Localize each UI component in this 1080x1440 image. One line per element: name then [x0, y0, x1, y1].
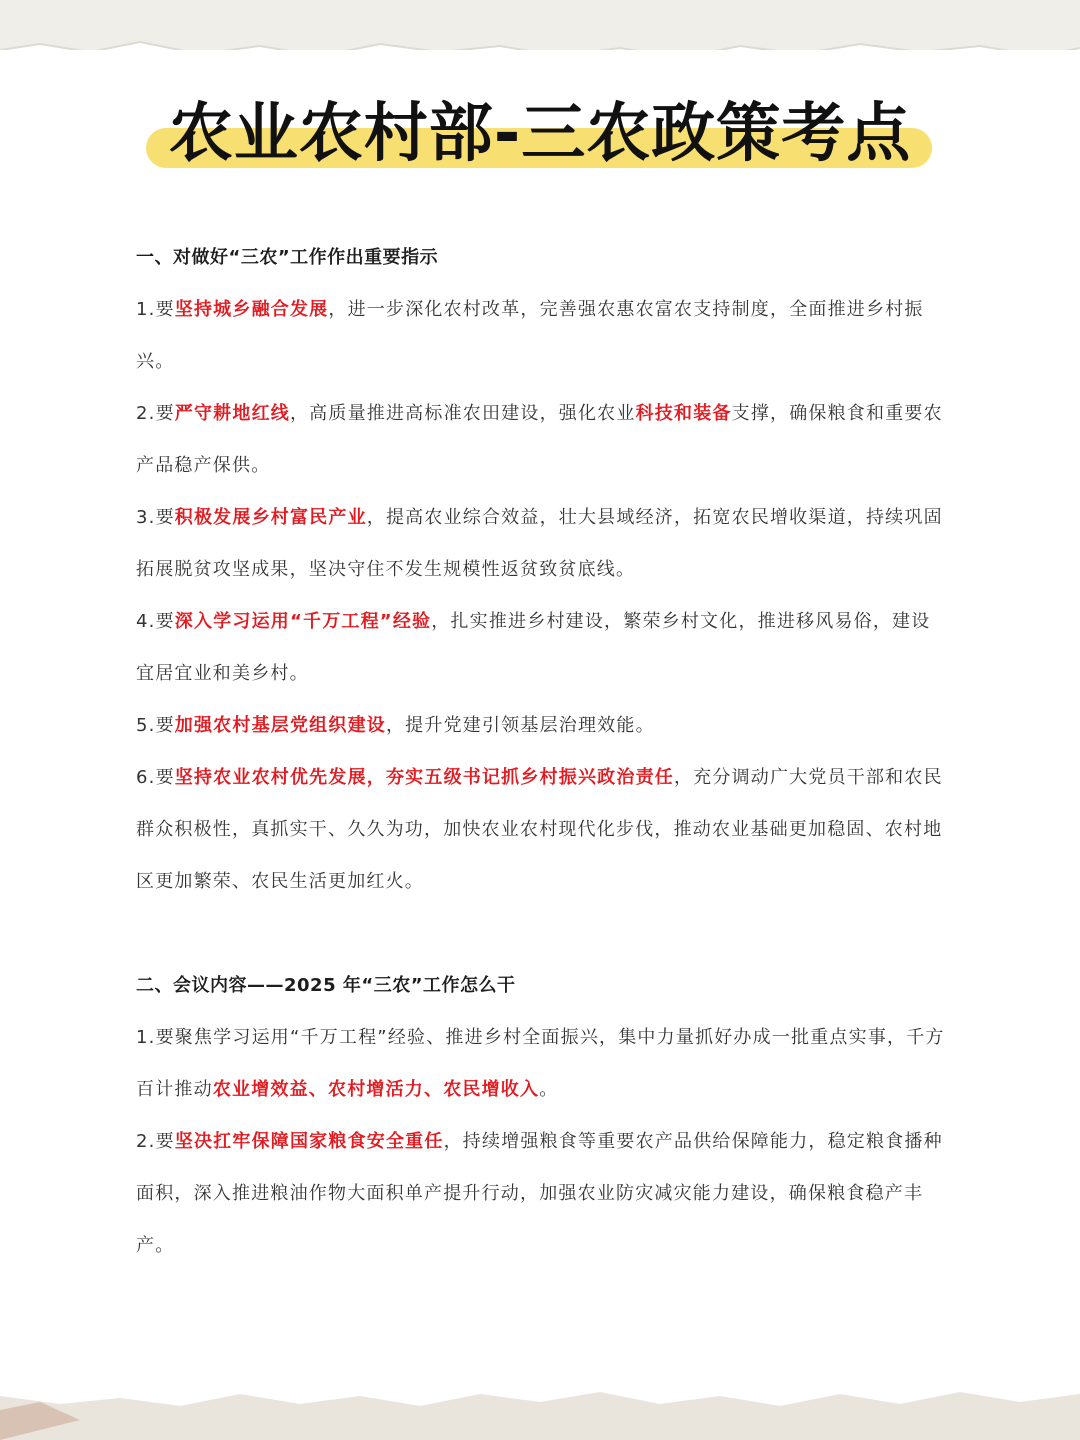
section-1-item-6: 6.要坚持农业农村优先发展，夯实五级书记抓乡村振兴政治责任，充分调动广大党员干部和农民群众积极性，真抓实干、久久为功，加快农业农村现代化步伐，推动农业基础更加稳固、农村地区更加繁荣、农民生活更加红火。	[136, 767, 943, 892]
highlight-text: 坚决扛牢保障国家粮食安全重任	[174, 1131, 444, 1152]
section-1-item-5: 5.要加强农村基层党组织建设，提升党建引领基层治理效能。	[136, 715, 655, 736]
highlight-text: 科技和装备	[635, 403, 732, 424]
section-1-item-3: 3.要积极发展乡村富民产业，提高农业综合效益，壮大县域经济，拓宽农民增收渠道，持续巩固拓展脱贫攻坚成果，坚决守住不发生规模性返贫致贫底线。	[136, 507, 943, 580]
torn-paper-bottom-edge	[0, 1380, 1080, 1440]
title-block	[0, 92, 1080, 182]
document-content	[136, 232, 948, 1272]
section-2-heading: 二、会议内容——2025 年“三农”工作怎么干	[136, 975, 516, 996]
highlight-text: 深入学习运用“千万工程”经验	[174, 611, 432, 632]
section-2-item-1: 1.要聚焦学习运用“千万工程”经验、推进乡村全面振兴，集中力量抓好办成一批重点实事，千方百计推动农业增效益、农村增活力、农民增收入。	[136, 1027, 945, 1100]
highlight-text: 农业增效益、农村增活力、农民增收入	[212, 1079, 540, 1100]
highlight-text: 坚持城乡融合发展	[174, 299, 329, 320]
section-spacer	[136, 908, 948, 960]
section-1-item-2: 2.要严守耕地红线，高质量推进高标准农田建设，强化农业科技和装备支撑，确保粮食和重要农产品稳产保供。	[136, 403, 943, 476]
highlight-text: 加强农村基层党组织建设	[174, 715, 386, 736]
highlight-text: 积极发展乡村富民产业	[174, 507, 367, 528]
highlight-text: 坚持农业农村优先发展，夯实五级书记抓乡村振兴政治责任	[174, 767, 674, 788]
page-title: 农业农村部-三农政策考点	[168, 97, 912, 171]
section-1-heading: 一、对做好“三农”工作作出重要指示	[136, 247, 439, 268]
section-1-item-1: 1.要坚持城乡融合发展，进一步深化农村改革，完善强农惠农富农支持制度，全面推进乡村振兴。	[136, 299, 924, 372]
section-1-item-4: 4.要深入学习运用“千万工程”经验，扎实推进乡村建设，繁荣乡村文化，推进移风易俗，建设宜居宜业和美乡村。	[136, 611, 931, 684]
section-2-item-2: 2.要坚决扛牢保障国家粮食安全重任，持续增强粮食等重要农产品供给保障能力，稳定粮食播种面积，深入推进粮油作物大面积单产提升行动，加强农业防灾减灾能力建设，确保粮食稳产丰产。	[136, 1131, 943, 1256]
highlight-text: 严守耕地红线	[174, 403, 290, 424]
